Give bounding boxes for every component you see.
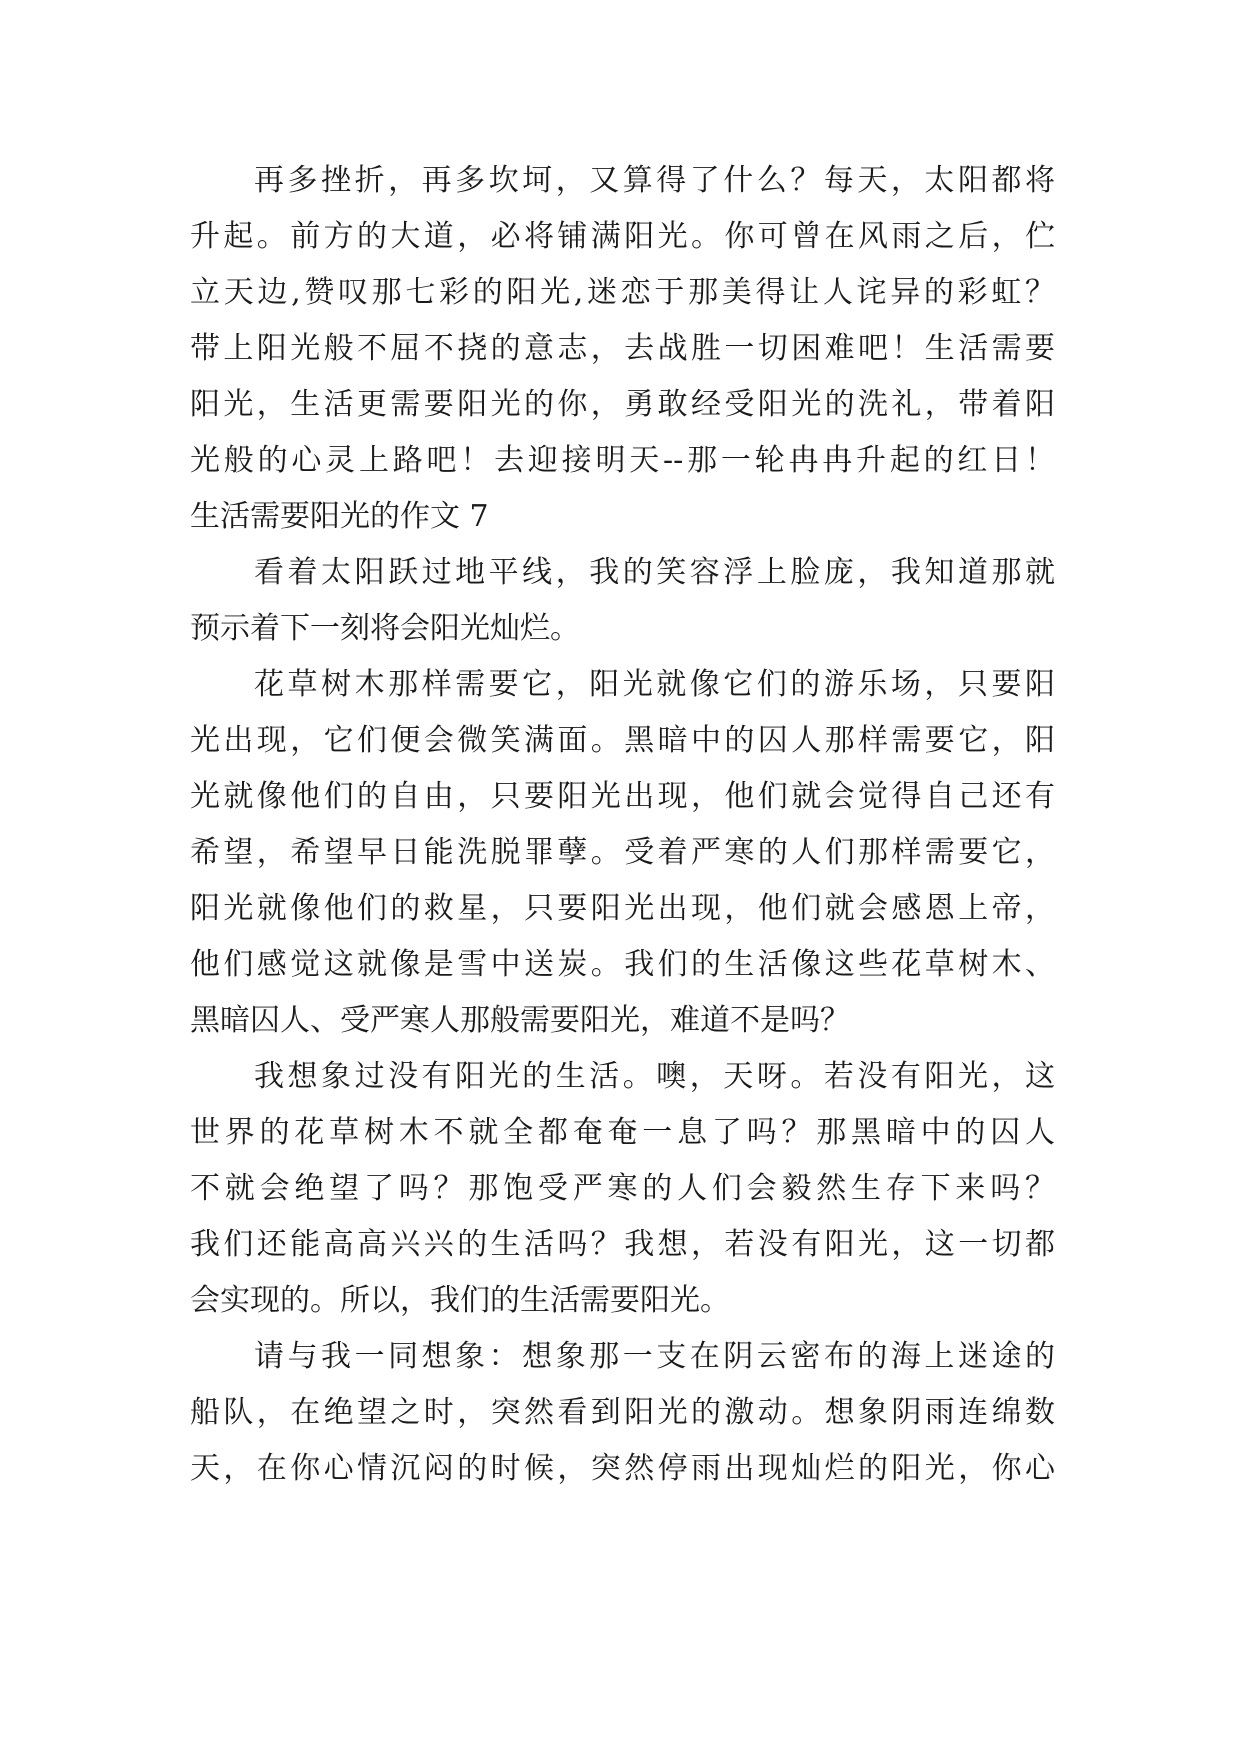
- text-line: 阳光，生活更需要阳光的你，勇敢经受阳光的洗礼，带着阳: [190, 387, 1055, 422]
- text-line: 我们还能高高兴兴的生活吗？我想，若没有阳光，这一切都: [190, 1227, 1055, 1262]
- text-line: 阳光就像他们的救星，只要阳光出现，他们就会感恩上帝，: [190, 891, 1055, 926]
- text-line: 会实现的。所以，我们的生活需要阳光。: [190, 1283, 730, 1318]
- text-line: 升起。前方的大道，必将铺满阳光。你可曾在风雨之后，伫: [190, 219, 1055, 254]
- text-line: 世界的花草树木不就全都奄奄一息了吗？那黑暗中的囚人: [190, 1115, 1055, 1150]
- text-line: 看着太阳跃过地平线，我的笑容浮上脸庞，我知道那就: [254, 555, 1055, 590]
- document-body: [190, 153, 1055, 1497]
- text-line: 花草树木那样需要它，阳光就像它们的游乐场，只要阳: [254, 667, 1055, 702]
- text-line: 他们感觉这就像是雪中送炭。我们的生活像这些花草树木、: [190, 947, 1055, 982]
- text-line: 天，在你心情沉闷的时候，突然停雨出现灿烂的阳光，你心: [190, 1451, 1055, 1486]
- text-line: 黑暗囚人、受严寒人那般需要阳光，难道不是吗？: [190, 1003, 850, 1038]
- text-line: 希望，希望早日能洗脱罪孽。受着严寒的人们那样需要它，: [190, 835, 1055, 870]
- text-line: 带上阳光般不屈不挠的意志，去战胜一切困难吧！生活需要: [190, 331, 1055, 366]
- text-line: 请与我一同想象：想象那一支在阴云密布的海上迷途的: [254, 1339, 1055, 1374]
- text-line: 预示着下一刻将会阳光灿烂。: [190, 611, 580, 646]
- text-line: 不就会绝望了吗？那饱受严寒的人们会毅然生存下来吗？: [190, 1171, 1055, 1206]
- text-line: 生活需要阳光的作文 7: [190, 499, 489, 534]
- text-line: 立天边,赞叹那七彩的阳光,迷恋于那美得让人诧异的彩虹？: [190, 275, 1055, 310]
- text-line: 光般的心灵上路吧！去迎接明天--那一轮冉冉升起的红日！: [190, 443, 1055, 478]
- text-line: 船队，在绝望之时，突然看到阳光的激动。想象阴雨连绵数: [190, 1395, 1055, 1430]
- text-line: 光出现，它们便会微笑满面。黑暗中的囚人那样需要它，阳: [190, 723, 1055, 758]
- text-line: 光就像他们的自由，只要阳光出现，他们就会觉得自己还有: [190, 779, 1055, 814]
- text-line: 再多挫折，再多坎坷，又算得了什么？每天，太阳都将: [254, 163, 1055, 198]
- text-line: 我想象过没有阳光的生活。噢，天呀。若没有阳光，这: [254, 1059, 1055, 1094]
